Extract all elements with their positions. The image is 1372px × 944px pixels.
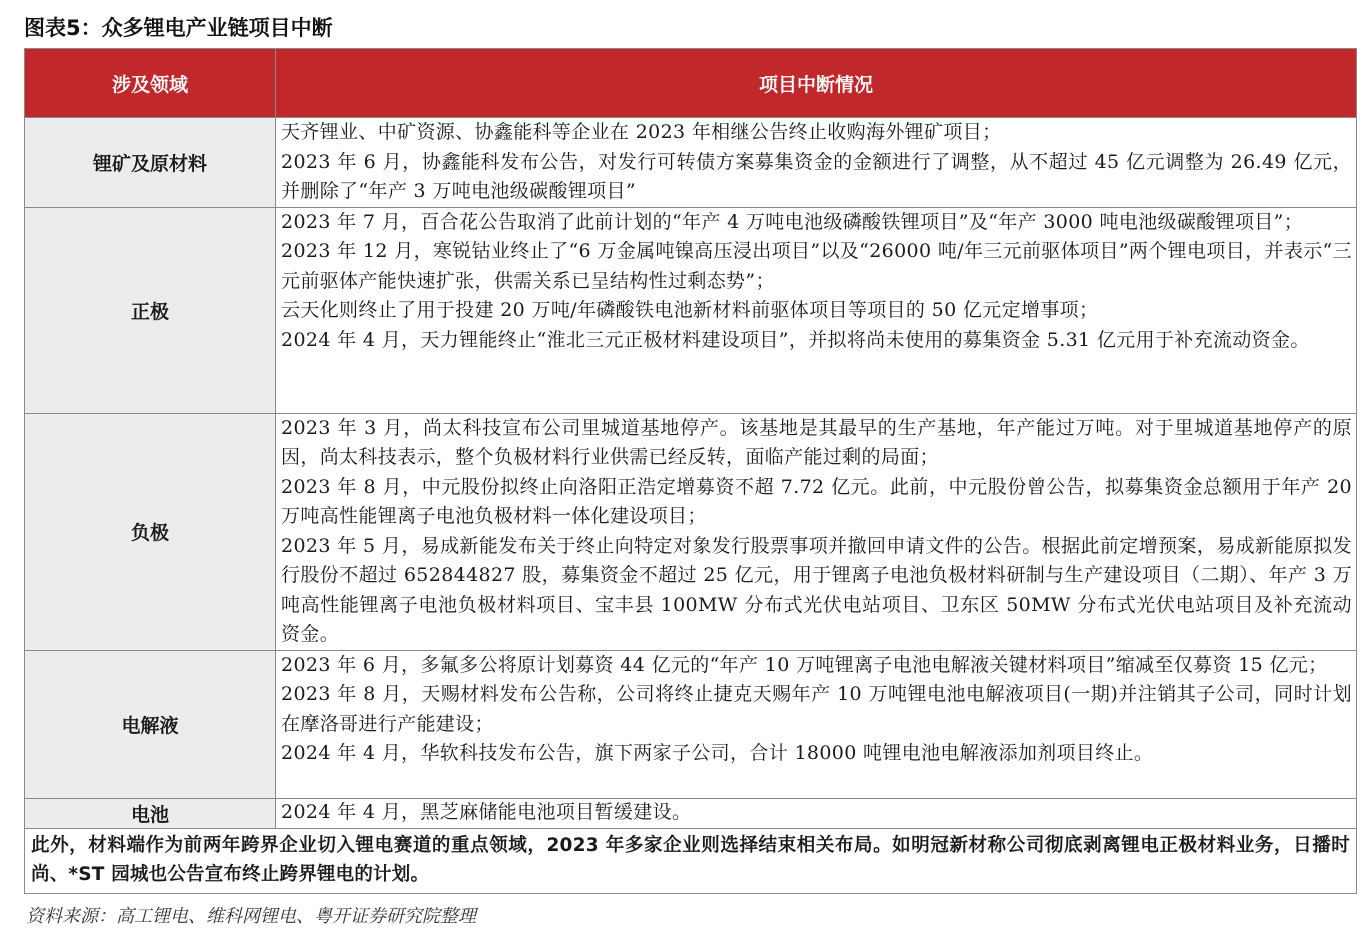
- table-row: [25, 118, 1357, 208]
- description-item: 2024 年 4 月，天力锂能终止“淮北三元正极材料建设项目”，并拟将尚未使用的募集资金 5.31 亿元用于补充流动资金。: [281, 328, 1310, 351]
- table-row: [25, 413, 1357, 650]
- row-category: 电池: [25, 798, 276, 828]
- description-item: 2023 年 12 月，寒锐钴业终止了“6 万金属吨镍高压浸出项目”以及“26000 吨/年三元前驱体项目”两个锂电项目，并表示“三元前驱体产能快速扩张，供需关系已呈结构性过剩态势”；: [281, 240, 1352, 292]
- row-description: [276, 118, 1357, 208]
- source-note: 资料来源：高工锂电、维科网锂电、粤开证券研究院整理: [26, 906, 476, 927]
- table-row: [25, 798, 1357, 828]
- row-description: [276, 798, 1357, 828]
- description-item: 2023 年 8 月，中元股份拟终止向洛阳正浩定增募资不超 7.72 亿元。此前，中元股份曾公告，拟募集资金总额用于年产 20 万吨高性能锂离子电池负极材料一体化建设项目；: [281, 475, 1352, 527]
- table-header-row: [25, 49, 1357, 118]
- description-item: 2024 年 4 月，华软科技发布公告，旗下两家子公司，合计 18000 吨锂电池电解液添加剂项目终止。: [281, 742, 1154, 764]
- table-row: [25, 650, 1357, 798]
- table-row: [25, 207, 1357, 413]
- table-note-row: [25, 828, 1357, 893]
- row-category: 负极: [25, 413, 276, 650]
- description-item: 2023 年 6 月，多氟多公将原计划募资 44 亿元的“年产 10 万吨锂离子电池电解液关键材料项目”缩减至仅募资 15 亿元；: [281, 653, 1328, 676]
- row-category: 正极: [25, 207, 276, 413]
- description-item: 2023 年 5 月，易成新能发布关于终止向特定对象发行股票事项并撤回申请文件的公告。根据此前定增预案，易成新能原拟发行股份不超过 652844827 股，募集资金不超过 25 亿元，用于锂离子电池负极材料研制与生产建设项目（二期）、年产 3 万吨高性能锂离子电池负极材料项目、宝丰县 100MW 分布式光伏电站项目、卫东区 50MW 分布式光伏电站项目及补充流动资金。: [281, 534, 1352, 645]
- row-description: [276, 207, 1357, 413]
- figure-title: 图表5：众多锂电产业链项目中断: [24, 16, 333, 40]
- description-item: 2023 年 8 月，天赐材料发布公告称，公司将终止捷克天赐年产 10 万吨锂电池电解液项目(一期)并注销其子公司，同时计划在摩洛哥进行产能建设；: [281, 683, 1352, 735]
- description-item: 天齐锂业、中矿资源、协鑫能科等企业在 2023 年相继公告终止收购海外锂矿项目；: [281, 121, 1002, 143]
- row-description: [276, 413, 1357, 650]
- column-header-status: 项目中断情况: [276, 49, 1357, 118]
- column-header-domain: 涉及领域: [25, 49, 276, 118]
- row-description: [276, 650, 1357, 798]
- row-category: 电解液: [25, 650, 276, 798]
- description-item: 2023 年 7 月，百合花公告取消了此前计划的“年产 4 万吨电池级磷酸铁锂项目”及“年产 3000 吨电池级碳酸锂项目”；: [281, 210, 1304, 233]
- description-item: 2024 年 4 月，黑芝麻储能电池项目暂缓建设。: [281, 800, 692, 823]
- table-note: 此外，材料端作为前两年跨界企业切入锂电赛道的重点领域，2023 年多家企业则选择结束相关布局。如明冠新材称公司彻底剥离锂电正极材料业务，日播时尚、*ST 园城也公告宣布终止跨界锂电的计划。: [25, 828, 1357, 893]
- row-category: 锂矿及原材料: [25, 118, 276, 208]
- project-suspension-table: [24, 48, 1357, 894]
- description-item: 2023 年 3 月，尚太科技宣布公司里城道基地停产。该基地是其最早的生产基地，年产能过万吨。对于里城道基地停产的原因，尚太科技表示，整个负极材料行业供需已经反转，面临产能过剩的局面；: [281, 416, 1352, 468]
- description-item: 云天化则终止了用于投建 20 万吨/年磷酸铁电池新材料前驱体项目等项目的 50 亿元定增事项；: [281, 299, 1099, 321]
- description-item: 2023 年 6 月，协鑫能科发布公告，对发行可转债方案募集资金的金额进行了调整，从不超过 45 亿元调整为 26.49 亿元，并删除了“年产 3 万吨电池级碳酸锂项目”: [281, 150, 1352, 202]
